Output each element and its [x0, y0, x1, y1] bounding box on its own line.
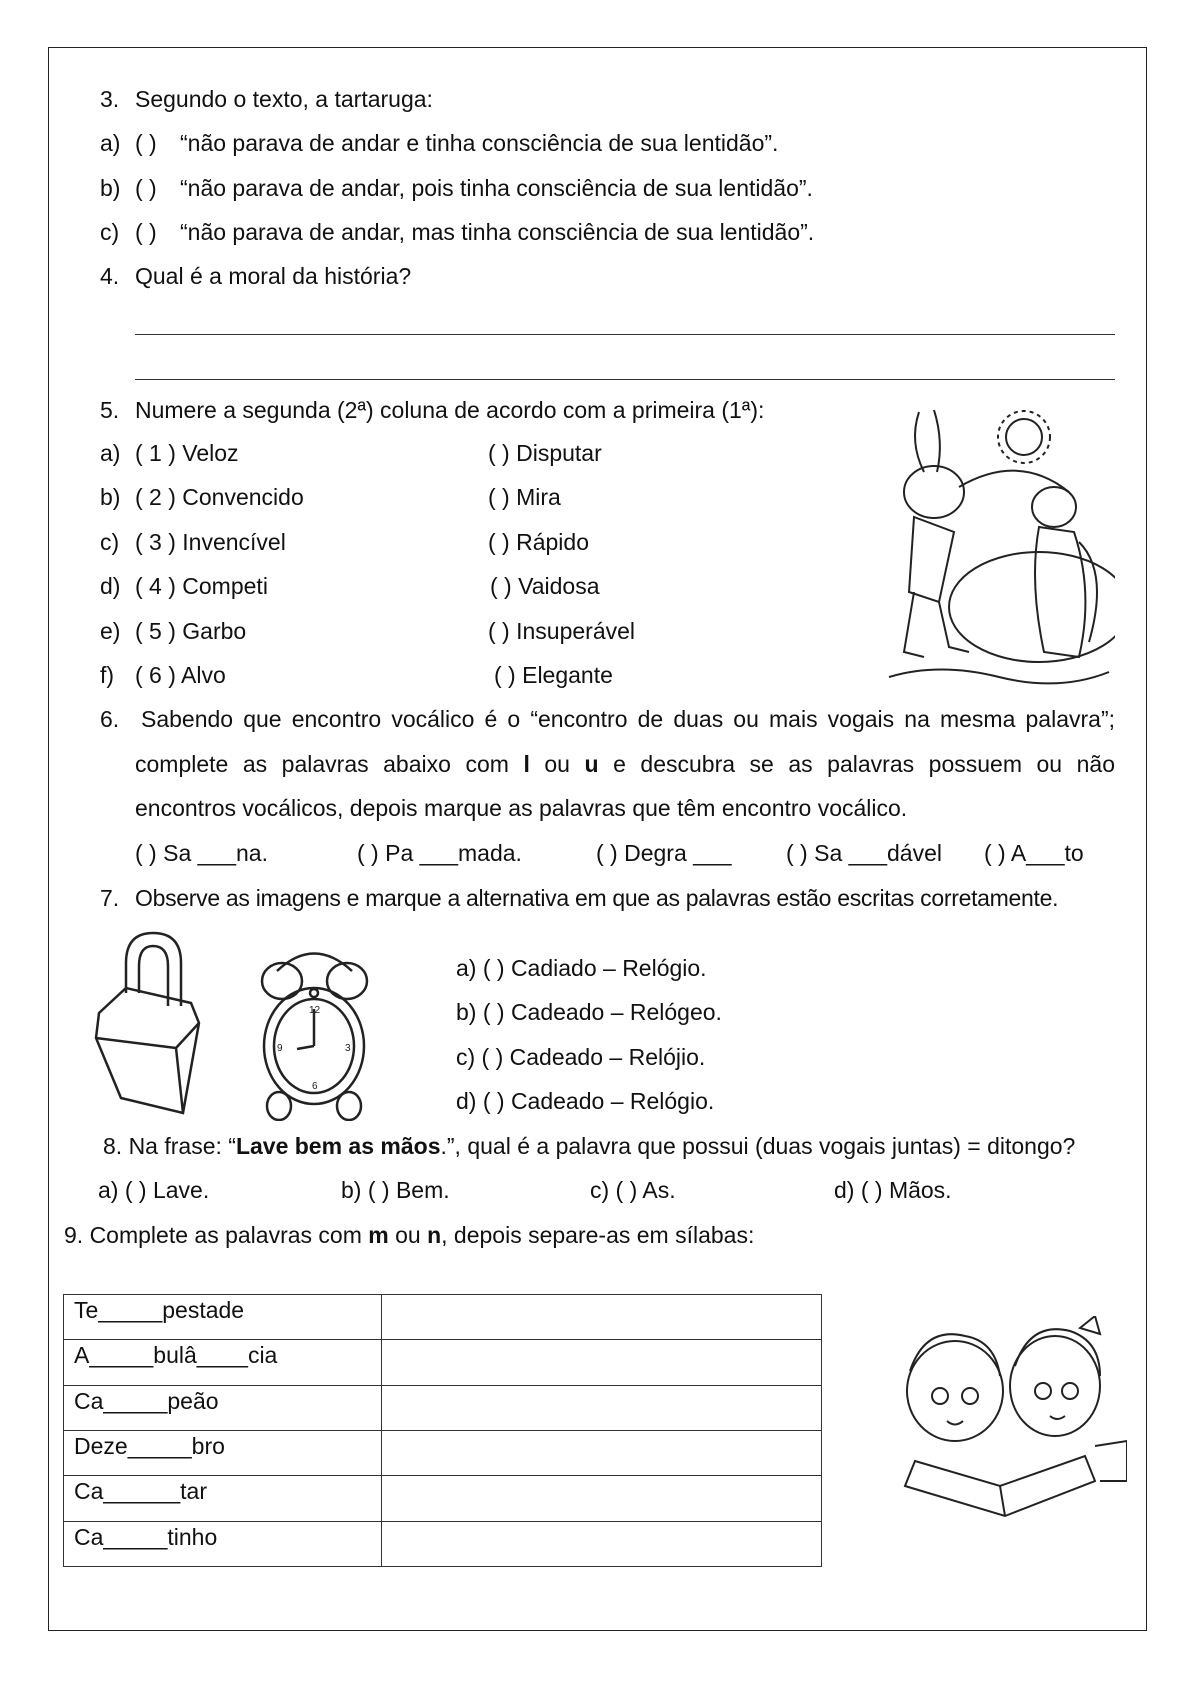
q3-question: Segundo o texto, a tartaruga: — [135, 86, 433, 112]
word-cell: Ca_____tinho — [64, 1521, 382, 1566]
q5-right-5[interactable]: ( ) Insuperável — [488, 618, 636, 644]
q7-option-a[interactable]: a) ( ) Cadiado – Relógio. — [456, 955, 707, 981]
q6-line2-part: e descubra se as palavras possuem ou não — [598, 751, 1115, 777]
syllable-answer-cell[interactable] — [382, 1521, 822, 1566]
q5-left-d-letter: d) — [100, 573, 121, 599]
q8-prefix: 8. Na frase: “ — [103, 1133, 236, 1159]
table-row — [64, 1521, 822, 1566]
q9-letter-m: m — [368, 1222, 389, 1248]
q5-left-f-letter: f) — [100, 662, 115, 688]
rabbit-and-turtle-illustration — [879, 402, 1115, 697]
q3-option-b-letter: b) — [100, 175, 121, 201]
syllable-answer-cell[interactable] — [382, 1385, 822, 1430]
table-row — [64, 1430, 822, 1475]
answer-line-2[interactable] — [135, 379, 1115, 380]
q3-option-c-checkbox[interactable]: ( ) — [135, 219, 157, 245]
q5-right-3[interactable]: ( ) Rápido — [488, 529, 589, 555]
alarm-clock-illustration — [257, 941, 372, 1121]
q3-option-a-checkbox[interactable]: ( ) — [135, 130, 157, 156]
q6-text-line-2 — [135, 751, 1115, 777]
q8-option-d[interactable]: d) ( ) Mãos. — [834, 1177, 952, 1203]
q7-option-c[interactable]: c) ( ) Cadeado – Relójio. — [456, 1044, 706, 1070]
q5-right-4[interactable]: ( ) Vaidosa — [490, 573, 600, 599]
syllable-table — [63, 1294, 822, 1567]
q3-option-c-letter: c) — [100, 219, 120, 245]
q6-word-1[interactable]: ( ) Sa ___na. — [135, 840, 268, 866]
q9-part: ou — [388, 1222, 428, 1248]
table-row — [64, 1295, 822, 1340]
q3-option-a-text: “não parava de andar e tinha consciência de sua lentidão”. — [180, 130, 779, 156]
q5-left-b: ( 2 ) Convencido — [135, 484, 304, 510]
q5-left-e-letter: e) — [100, 618, 121, 644]
q6-word-2[interactable]: ( ) Pa ___mada. — [357, 840, 522, 866]
answer-line-1[interactable] — [135, 334, 1115, 335]
q5-number: 5. — [100, 397, 120, 423]
q4-number: 4. — [100, 263, 120, 289]
q5-right-1[interactable]: ( ) Disputar — [488, 440, 602, 466]
q8-option-b[interactable]: b) ( ) Bem. — [341, 1177, 450, 1203]
q5-left-c-letter: c) — [100, 529, 120, 555]
q8-option-c[interactable]: c) ( ) As. — [590, 1177, 676, 1203]
q7-question: Observe as imagens e marque a alternativa em que as palavras estão escritas corretamente. — [135, 885, 1059, 911]
q3-option-b-checkbox[interactable]: ( ) — [135, 175, 157, 201]
svg-text:6: 6 — [312, 1081, 318, 1092]
q9-part: , depois separe-as em sílabas: — [441, 1222, 755, 1248]
q6-letter-u: u — [584, 751, 599, 777]
q5-left-c: ( 3 ) Invencível — [135, 529, 286, 555]
syllable-answer-cell[interactable] — [382, 1430, 822, 1475]
q6-word-3[interactable]: ( ) Degra ___ — [596, 840, 732, 866]
table-row — [64, 1385, 822, 1430]
svg-text:3: 3 — [345, 1043, 351, 1054]
children-reading-illustration — [895, 1316, 1127, 1538]
q5-question: Numere a segunda (2ª) coluna de acordo com a primeira (1ª): — [135, 397, 765, 423]
q5-left-d: ( 4 ) Competi — [135, 573, 268, 599]
syllable-answer-cell[interactable] — [382, 1340, 822, 1385]
q5-left-b-letter: b) — [100, 484, 121, 510]
word-cell: Ca______tar — [64, 1476, 382, 1521]
q5-right-6[interactable]: ( ) Elegante — [494, 662, 613, 688]
q5-left-a-letter: a) — [100, 440, 121, 466]
q9-part: 9. Complete as palavras com — [64, 1222, 369, 1248]
q6-line2-part: complete as palavras abaixo com — [135, 751, 524, 777]
q5-right-2[interactable]: ( ) Mira — [488, 484, 561, 510]
q6-line2-part: ou — [529, 751, 585, 777]
q6-word-5[interactable]: ( ) A___to — [984, 840, 1084, 866]
table-row — [64, 1340, 822, 1385]
syllable-answer-cell[interactable] — [382, 1295, 822, 1340]
q5-left-e: ( 5 ) Garbo — [135, 618, 247, 644]
q5-left-a: ( 1 ) Veloz — [135, 440, 239, 466]
padlock-illustration — [91, 928, 206, 1118]
table-row — [64, 1476, 822, 1521]
q7-number: 7. — [100, 885, 120, 911]
q3-number: 3. — [100, 86, 120, 112]
q3-option-a-letter: a) — [100, 130, 121, 156]
word-cell: A_____bulâ____cia — [64, 1340, 382, 1385]
q6-text-line-1: Sabendo que encontro vocálico é o “encontro de duas ou mais vogais na mesma palavra”; — [141, 706, 1115, 732]
q4-question: Qual é a moral da história? — [135, 263, 412, 289]
q6-letter-l: l — [523, 751, 530, 777]
q9-letter-n: n — [427, 1222, 442, 1248]
q6-number: 6. — [100, 706, 120, 732]
word-cell: Deze_____bro — [64, 1430, 382, 1475]
q8-suffix: .”, qual é a palavra que possui (duas vogais juntas) = ditongo? — [440, 1133, 1076, 1159]
q7-option-b[interactable]: b) ( ) Cadeado – Relógeo. — [456, 999, 722, 1025]
q7-option-d[interactable]: d) ( ) Cadeado – Relógio. — [456, 1088, 715, 1114]
q5-left-f: ( 6 ) Alvo — [135, 662, 226, 688]
svg-text:12: 12 — [309, 1005, 321, 1016]
syllable-answer-cell[interactable] — [382, 1476, 822, 1521]
q3-option-c-text: “não parava de andar, mas tinha consciência de sua lentidão”. — [180, 219, 815, 245]
q6-word-4[interactable]: ( ) Sa ___dável — [786, 840, 942, 866]
q9-question — [64, 1222, 754, 1248]
q8-sentence: Lave bem as mãos — [235, 1133, 441, 1159]
q8-option-a[interactable]: a) ( ) Lave. — [98, 1177, 210, 1203]
word-cell: Ca_____peão — [64, 1385, 382, 1430]
svg-text:9: 9 — [277, 1043, 283, 1054]
q8-question — [103, 1133, 1075, 1159]
word-cell: Te_____pestade — [64, 1295, 382, 1340]
q3-option-b-text: “não parava de andar, pois tinha consciência de sua lentidão”. — [180, 175, 813, 201]
q6-text-line-3: encontros vocálicos, depois marque as palavras que têm encontro vocálico. — [135, 795, 908, 821]
